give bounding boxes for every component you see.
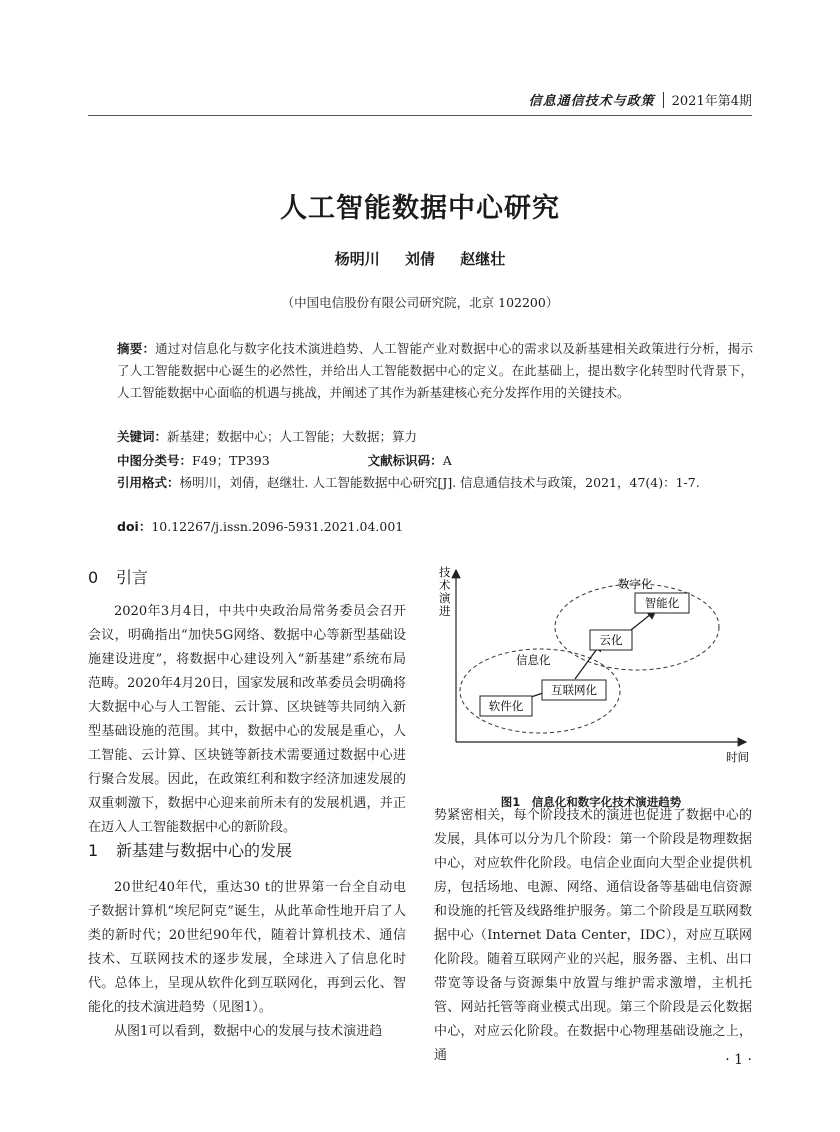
- section1-body: [88, 876, 406, 1044]
- section-number: 1: [88, 841, 99, 860]
- stage-label: 互联网化: [551, 683, 597, 697]
- group-label-info: 信息化: [516, 653, 551, 667]
- abstract-text: 通过对信息化与数字化技术演进趋势、人工智能产业对数据中心的需求以及新基建相关政策进行分析，揭示了人工智能数据中心诞生的必然性，并给出人工智能数据中心的定义。在此基础上，提出数字化转型时代背景下，人工智能数据中心面临的机遇与挑战，并阐述了其作为新基建核心充分发挥作用的关键技术。: [117, 341, 753, 400]
- y-axis-label: [439, 565, 454, 618]
- journal-name: 信息通信技术与政策: [528, 94, 655, 109]
- paragraph: 2020年3月4日，中共中央政治局常务委员会召开会议，明确指出“加快5G网络、数据中心等新型基础设施建设进度”，将数据中心建设列入“新基建”系统布局范畴。2020年4月20日，国家发展和改革委员会明确将大数据中心与人工智能、云计算、区块链等共同纳入新型基础设施的范围。其中，数据中心的发展是重心，人工智能、云计算、区块链等新技术需要通过数据中心进行聚合发展。因此，在政策红利和数字经济加速发展的双重刺激下，数据中心迎来前所未有的发展机遇，并正在迈入人工智能数据中心的新阶段。: [88, 604, 406, 835]
- doc-code: A: [442, 453, 452, 468]
- doi-text: 10.12267/j.issn.2096-5931.2021.04.001: [151, 519, 404, 534]
- x-axis-label: 时间: [726, 750, 749, 764]
- citation-text: 杨明川，刘倩，赵继壮. 人工智能数据中心研究[J]. 信息通信技术与政策，2021，47(4)：1-7.: [179, 475, 700, 490]
- section-title: 新基建与数据中心的发展: [116, 841, 293, 860]
- section-title: 引言: [116, 568, 149, 587]
- abstract: [117, 338, 753, 404]
- section-heading-0: [88, 565, 148, 588]
- figure-1-diagram: [430, 560, 752, 792]
- clc-code: F49；TP393: [192, 453, 270, 468]
- issue-label: 2021年第4期: [671, 94, 752, 109]
- author: 杨明川: [334, 250, 380, 268]
- group-label-digital: 数字化: [618, 577, 653, 591]
- author: 刘倩: [404, 250, 435, 268]
- paragraph: 势紧密相关，每个阶段技术的演进也促进了数据中心的发展，具体可以分为几个阶段：第一个阶段是物理数据中心，对应软件化阶段。电信企业面向大型企业提供机房，包括场地、电源、网络、通信设备等基础电信资源和设施的托管及线路维护服务。第二个阶段是互联网数据中心（Internet Data Center，IDC），对应互联网化阶段。随着互联网产业的兴起，服务器、主机、出口带宽等设备与资源集中放置与维护需求激增，主机托管、网站托管等商业模式出现。第三个阶段是云化数据中心，对应云化阶段。在数据中心物理基础设施之上，通: [434, 808, 752, 1063]
- classification: [117, 450, 753, 472]
- header-separator: [663, 92, 664, 108]
- paragraph: 20世纪40年代，重达30 t的世界第一台全自动电子数据计算机“埃尼阿克”诞生，从此革命性地开启了人类的新时代；20世纪90年代，随着计算机技术、通信技术、互联网技术的逐步发展，全球进入了信息化时代。总体上，呈现从软件化到互联网化，再到云化、智能化的技术演进趋势（见图1）。: [88, 880, 406, 1015]
- page-number: · 1 ·: [725, 1052, 752, 1068]
- stage-label: 智能化: [644, 596, 680, 610]
- section-number: 0: [88, 568, 99, 587]
- stage-label: 云化: [599, 633, 623, 647]
- citation: [117, 472, 753, 494]
- y-axis-char: 技: [439, 565, 451, 579]
- citation-label: 引用格式：: [117, 475, 180, 490]
- author: 赵继壮: [460, 250, 506, 268]
- y-axis-char: 演: [439, 591, 451, 605]
- header-rule: [88, 115, 752, 116]
- affiliation: （中国电信股份有限公司研究院，北京 102200）: [281, 295, 559, 310]
- author-list: [0, 248, 840, 269]
- y-axis-char: 术: [439, 578, 451, 592]
- keywords-text: 新基建；数据中心；人工智能；大数据；算力: [167, 429, 418, 444]
- keywords: [117, 426, 753, 448]
- journal-header: [500, 90, 752, 109]
- article-title: 人工智能数据中心研究: [280, 193, 560, 224]
- intro-paragraph: [88, 600, 406, 840]
- doi: [117, 516, 753, 538]
- y-axis-char: 进: [439, 604, 451, 618]
- clc-label: 中图分类号：: [117, 453, 193, 468]
- doc-code-label: 文献标识码：: [367, 453, 443, 468]
- stage-label: 软件化: [488, 699, 524, 713]
- abstract-label: 摘要：: [117, 341, 156, 356]
- figure-caption: 图1 信息化和数字化技术演进趋势: [500, 795, 682, 809]
- right-column-body: [434, 804, 752, 1068]
- keywords-label: 关键词：: [117, 429, 168, 444]
- doi-label: doi：: [117, 519, 152, 534]
- section-heading-1: [88, 838, 292, 861]
- paragraph: 从图1可以看到，数据中心的发展与技术演进趋: [114, 1024, 383, 1039]
